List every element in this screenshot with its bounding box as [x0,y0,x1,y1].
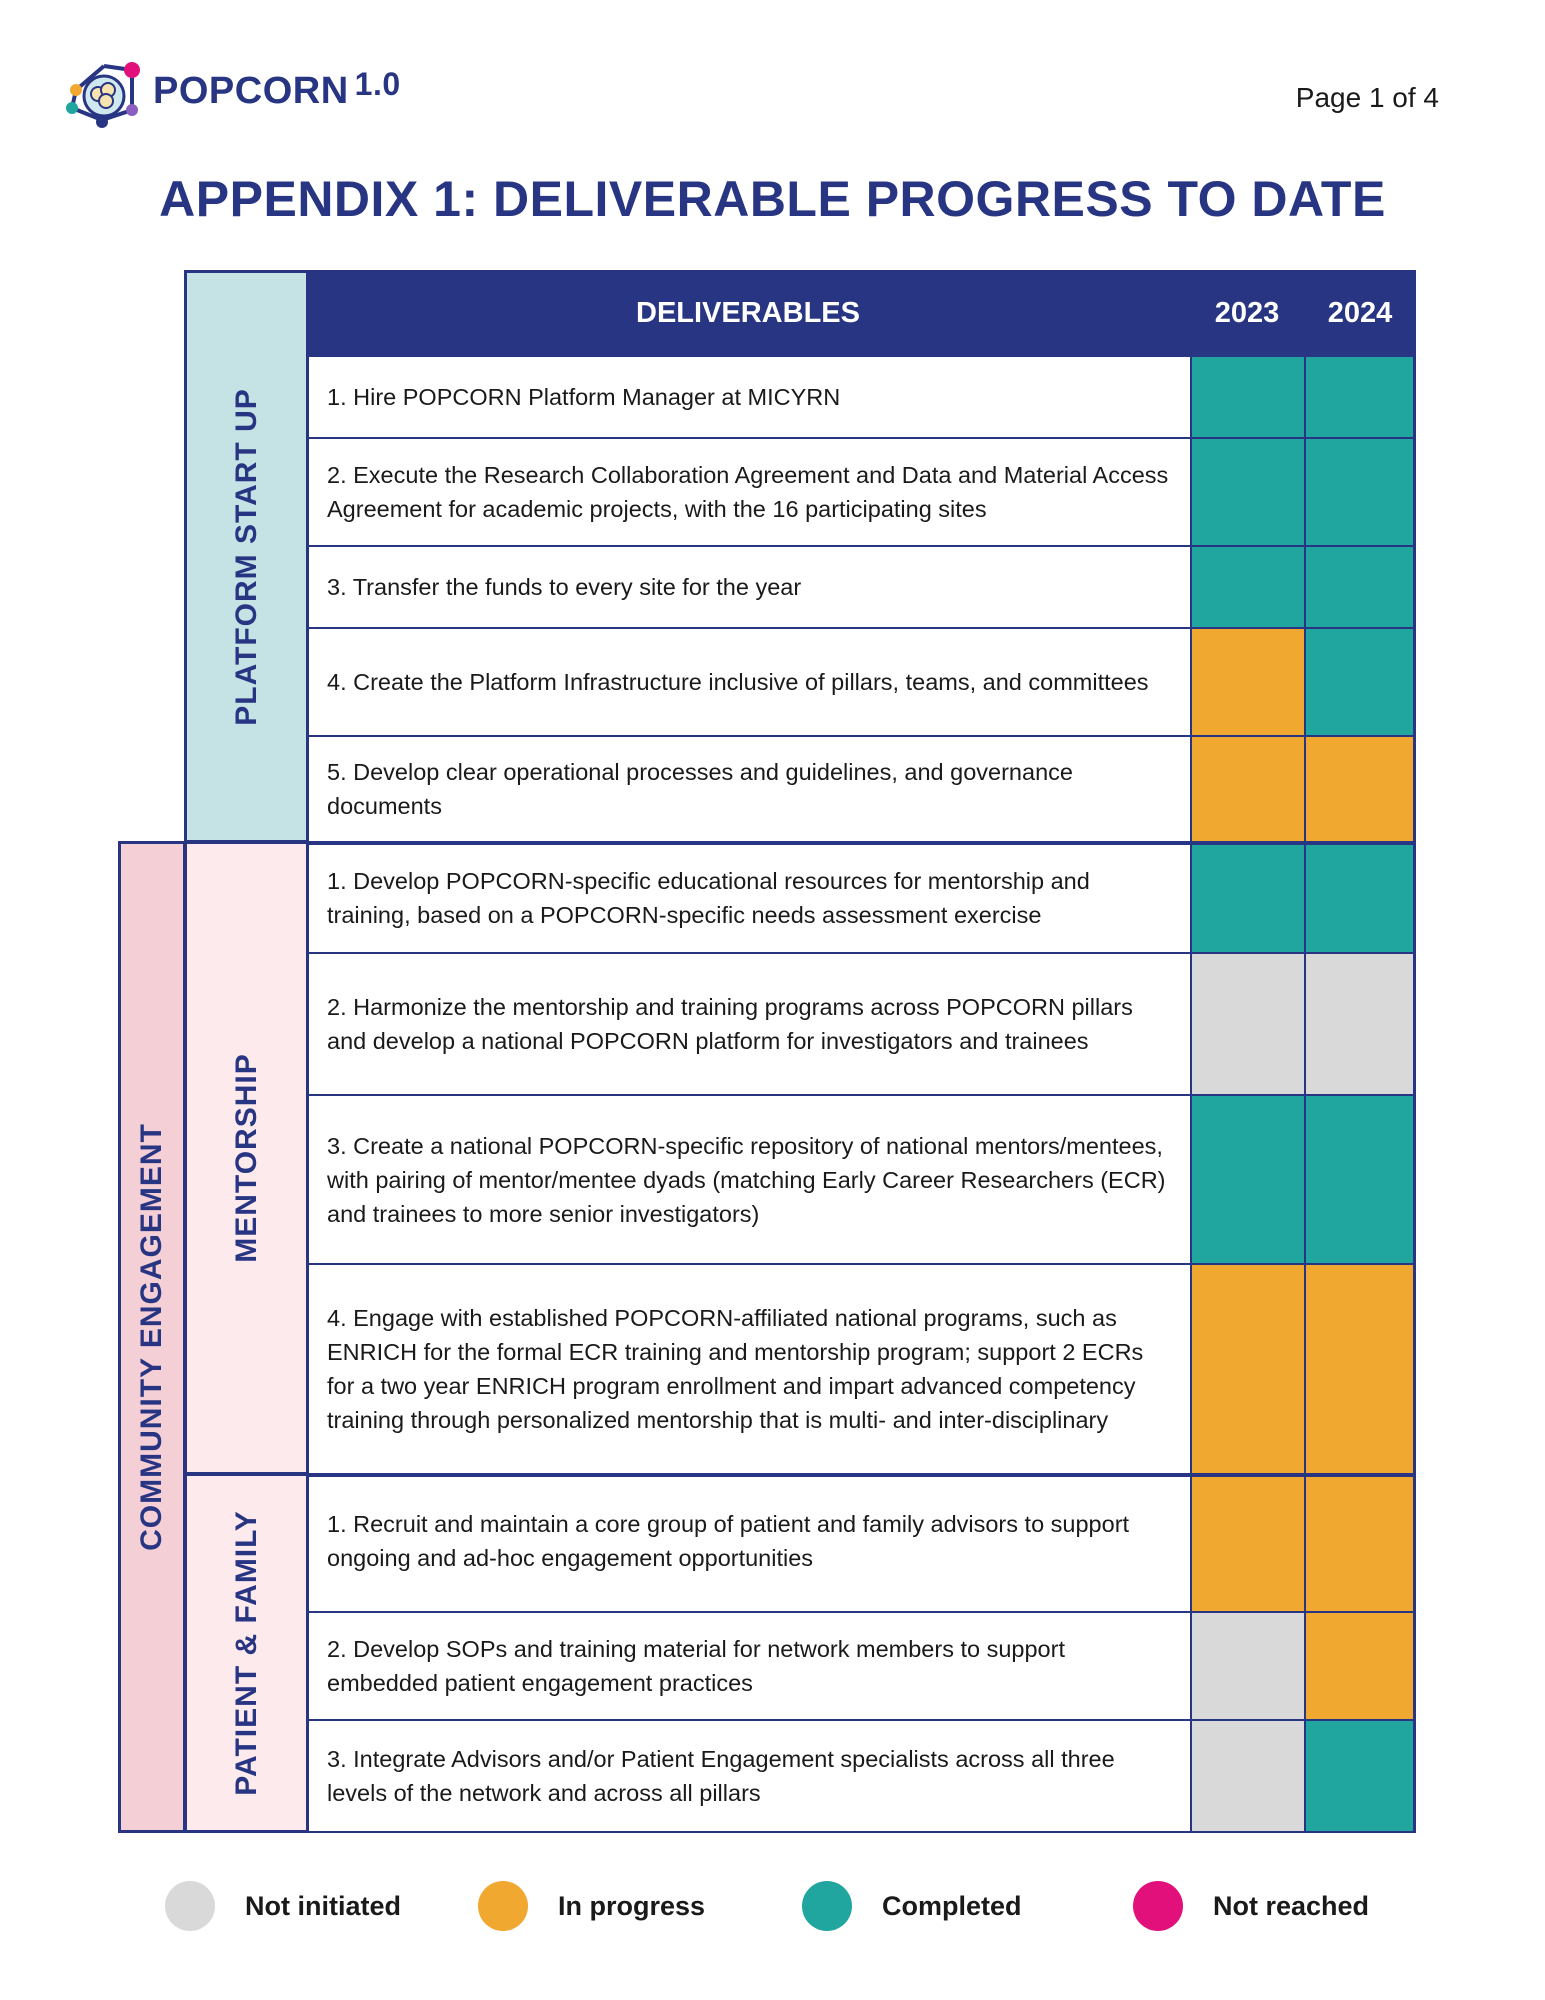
status-cell-2023 [1190,843,1304,954]
status-cell-2024 [1304,843,1416,954]
status-cell-2023 [1190,954,1304,1096]
status-cell-2023 [1190,1265,1304,1475]
mentorship-bar [184,841,309,1475]
status-cell-2024 [1304,1613,1416,1721]
table-row [306,1475,1416,1613]
deliverable-text: 1. Hire POPCORN Platform Manager at MICYRN [306,357,1190,439]
brand-version: 1.0 [354,66,401,102]
table-row [306,1613,1416,1721]
header-2024: 2024 [1327,297,1393,329]
status-cell-2024 [1304,954,1416,1096]
legend-not-reached [1133,1880,1369,1932]
status-cell-2024 [1304,1475,1416,1613]
table-row [306,1265,1416,1475]
deliverable-text: 2. Harmonize the mentorship and training programs across POPCORN pillars and develop a national POPCORN platform for investigators and trainees [306,954,1190,1096]
table-row [306,1096,1416,1265]
legend-dot [165,1881,215,1931]
header-deliverables: DELIVERABLES [636,297,860,329]
deliverable-text: 3. Transfer the funds to every site for the year [306,547,1190,629]
community-engagement-bar [118,841,186,1833]
brand-name [153,66,401,113]
legend-label: In progress [558,1890,706,1921]
deliverable-text: 3. Create a national POPCORN-specific repository of national mentors/mentees, with pairing of mentor/mentee dyads (matching Early Career Researchers (ECR) and trainees to more senior investigators) [306,1096,1190,1265]
legend-dot [1133,1881,1183,1931]
deliverable-text: 1. Recruit and maintain a core group of patient and family advisors to support ongoing and ad-hoc engagement opportunities [306,1475,1190,1613]
status-cell-2023 [1190,1721,1304,1833]
deliverable-text: 1. Develop POPCORN-specific educational resources for mentorship and training, based on a POPCORN-specific needs assessment exercise [306,843,1190,954]
status-cell-2023 [1190,547,1304,629]
status-cell-2023 [1190,439,1304,547]
status-cell-2024 [1304,1096,1416,1265]
legend-label: Not initiated [245,1890,401,1921]
deliverable-text: 4. Create the Platform Infrastructure inclusive of pillars, teams, and committees [306,629,1190,737]
mentorship-label: MENTORSHIP [229,1053,263,1263]
deliverable-text: 2. Develop SOPs and training material for network members to support embedded patient engagement practices [306,1613,1190,1721]
table-row [306,357,1416,439]
legend-label: Completed [882,1890,1022,1921]
table-row [306,1721,1416,1833]
legend-not-initiated [165,1880,401,1932]
table-row [306,439,1416,547]
brand-text: POPCORN [153,70,349,112]
legend-in-progress [478,1880,705,1932]
status-cell-2023 [1190,1475,1304,1613]
page-number: Page 1 of 4 [1295,82,1439,113]
table-row [306,547,1416,629]
section-divider [306,1473,1416,1477]
table-row [306,954,1416,1096]
patient-family-bar [184,1473,309,1833]
deliverable-text: 4. Engage with established POPCORN-affiliated national programs, such as ENRICH for the formal ECR training and mentorship program; support 2 ECRs for a two year ENRICH program enrollment and impart advanced competency training through personalized mentorship that is multi- and inter-disciplinary [306,1265,1190,1475]
status-cell-2023 [1190,737,1304,843]
status-cell-2024 [1304,629,1416,737]
section-divider [306,841,1416,845]
platform-start-up-label: PLATFORM START UP [229,387,263,726]
status-cell-2024 [1304,357,1416,439]
status-cell-2023 [1190,357,1304,439]
community-engagement-label: COMMUNITY ENGAGEMENT [135,1123,168,1551]
deliverable-text: 2. Execute the Research Collaboration Agreement and Data and Material Access Agreement for academic projects, with the 16 participating sites [306,439,1190,547]
status-cell-2023 [1190,1613,1304,1721]
status-cell-2024 [1304,547,1416,629]
legend-dot [802,1881,852,1931]
table-header [306,270,1416,357]
legend-dot [478,1881,528,1931]
popcorn-logo-icon [62,56,142,132]
legend-completed [802,1880,1022,1932]
legend-label: Not reached [1213,1890,1370,1921]
status-cell-2023 [1190,1096,1304,1265]
status-cell-2023 [1190,629,1304,737]
page-title: APPENDIX 1: DELIVERABLE PROGRESS TO DATE [159,171,1386,227]
patient-family-label: PATIENT & FAMILY [229,1510,263,1796]
status-cell-2024 [1304,737,1416,843]
table-row [306,737,1416,843]
platform-start-up-bar [184,270,309,843]
header-2023: 2023 [1214,297,1280,329]
deliverable-text: 3. Integrate Advisors and/or Patient Engagement specialists across all three levels of the network and across all pillars [306,1721,1190,1833]
deliverable-text: 5. Develop clear operational processes and guidelines, and governance documents [306,737,1190,843]
status-cell-2024 [1304,1721,1416,1833]
status-cell-2024 [1304,439,1416,547]
status-cell-2024 [1304,1265,1416,1475]
table-row [306,629,1416,737]
table-row [306,843,1416,954]
